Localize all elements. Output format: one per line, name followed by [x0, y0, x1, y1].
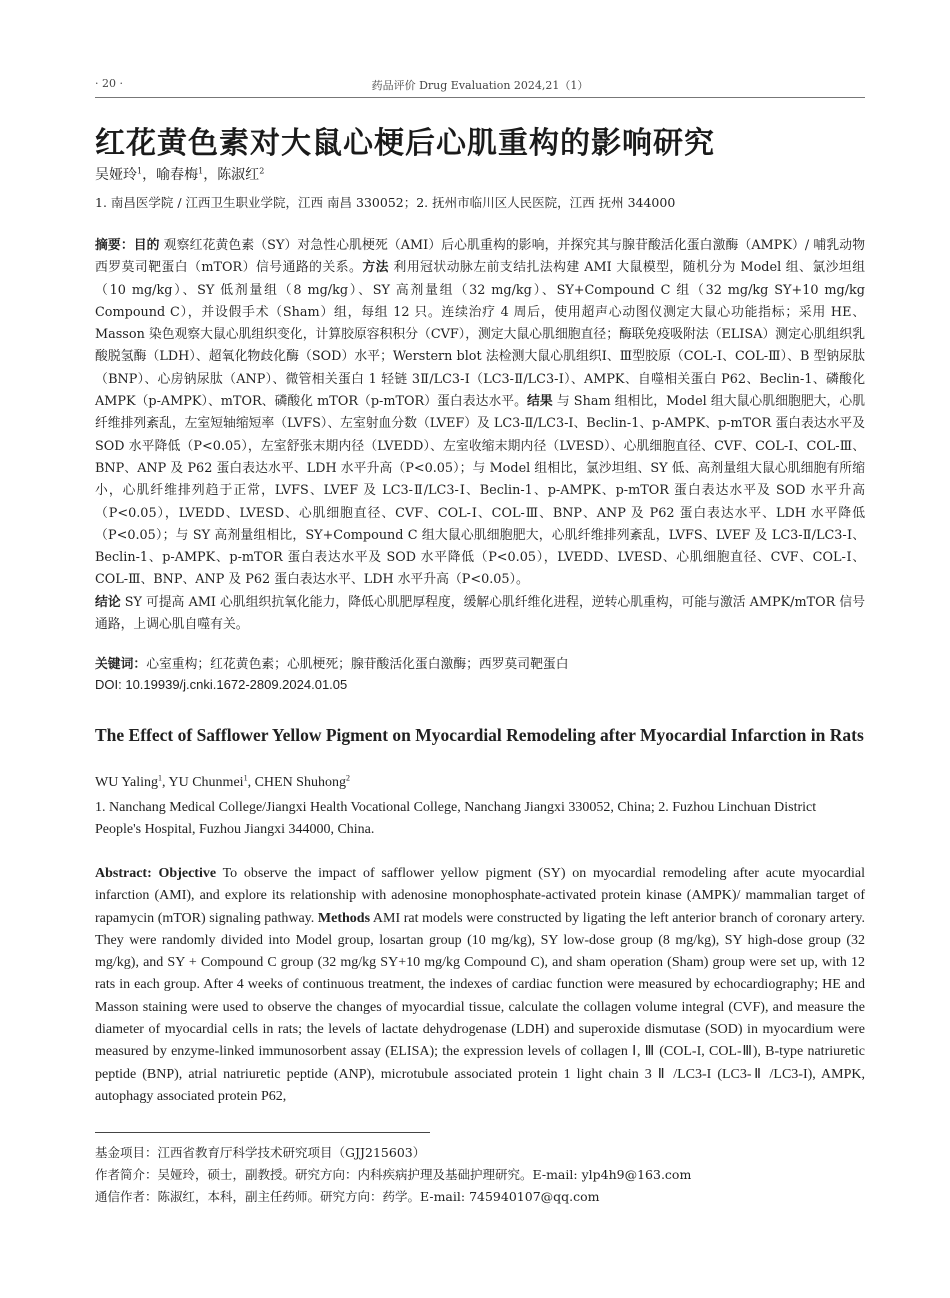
title-chinese: 红花黄色素对大鼠心梗后心肌重构的影响研究: [95, 126, 715, 161]
author-sep: ，: [203, 167, 218, 183]
author-sep: ,: [162, 775, 169, 790]
conclusion-text: SY 可提高 AMI 心肌组织抗氧化能力，降低心肌肥厚程度，缓解心肌纤维化进程，逆转心肌重构，可能与激活 AMPK/mTOR 信号通路，上调心肌自噬有关。: [95, 594, 865, 633]
author-affil-mark: 1: [158, 773, 163, 783]
affiliation-chinese: 1. 南昌医学院 / 江西卫生职业学院，江西 南昌 330052；2. 抚州市临川区人民医院，江西 抚州 344000: [95, 195, 676, 210]
title-english: The Effect of Safflower Yellow Pigment on Myocardial Remodeling after Myocardial Infarction in Rats: [95, 725, 864, 745]
footnote-fund: 基金项目：江西省教育厅科学技术研究项目（GJJ215603）: [95, 1145, 426, 1160]
footnote-corresponding: 通信作者：陈淑红，本科，副主任药师。研究方向：药学。E-mail: 745940107@qq.com: [95, 1189, 600, 1204]
author-sep: ,: [247, 775, 255, 790]
author-sep: ，: [142, 167, 157, 183]
footnote-author: 作者简介：吴娅玲，硕士，副教授。研究方向：内科疾病护理及基础护理研究。E-mail: ylp4h9@163.com: [95, 1167, 692, 1182]
author-name: 喻春梅: [156, 167, 199, 183]
keywords-text: 心室重构；红花黄色素；心肌梗死；腺苷酸活化蛋白激酶；西罗莫司靶蛋白: [146, 657, 569, 672]
objective-text: 观察红花黄色素（SY）对急性心肌梗死（AMI）后心肌重构的影响，并探究其与腺苷酸活化蛋白激酶（AMPK）/ 哺乳动物西罗莫司靶蛋白（mTOR）信号通路的关系。: [95, 238, 865, 276]
author-name: CHEN Shuhong: [254, 775, 346, 790]
author-affil-mark: 1: [243, 773, 248, 783]
results-label: 结果: [527, 394, 553, 410]
methods-text-en: AMI rat models were constructed by ligating the left anterior branch of coronary artery. They were randomly divided into Model group, losartan group (10 mg/kg), SY low-dose group (8 mg/kg), SY high-dose group (32 mg/kg), and SY + Compound C group (32 mg/kg SY+10 mg/kg Compound C), and sham operation (Sham) group were set up, with 12 rats in each group. After 4 weeks of continuous treatment, the indexes of cardiac function were measured by echocardiography; HE and Masson staining were used to observe the changes of myocardial tissue, calculate the collagen volume integral (CVF), and measure the diameter of myocardial cells in rats; the levels of lactate dehydrogenase (LDH) and superoxide dismutase (SOD) in myocardium were measured by enzyme-linked immunosorbent assay (ELISA); the expression levels of collagen Ⅰ, Ⅲ (COL-I, COL-Ⅲ), B-type natriuretic peptide (BNP), atrial natriuretic peptide (ANP), microtubule associated protein 1 light chain 3 Ⅱ /LC3-I (LC3-Ⅱ /LC3-I), AMPK, autophagy associated protein P62,: [95, 910, 865, 1104]
methods-label-en: Methods: [317, 910, 371, 926]
conclusion-label: 结论: [95, 594, 121, 610]
objective-text-en: To observe the impact of safflower yellow pigment (SY) on myocardial remodeling after acute myocardial infarction (AMI), and explore its relationship with adenosine monophosphate-activated protein kinase (AMPK)/ mammalian target of rapamycin (mTOR) signaling pathway.: [95, 866, 865, 926]
objective-label: 目的: [133, 238, 160, 253]
authors-chinese: [95, 164, 264, 184]
results-text: 与 Sham 组相比，Model 组大鼠心肌细胞肥大，心肌纤维排列紊乱，左室短轴缩短率（LVFS）、左室射血分数（LVEF）及 LC3-Ⅱ/LC3-Ⅰ、Beclin-1、p-AMPK、p-mTOR 蛋白表达水平及 SOD 水平降低（P<0.05），左室舒张末期内径（LVEDD）、左室收缩末期内径（LVESD）、心肌细胞直径、CVF、COL-Ⅰ、COL-Ⅲ、BNP、ANP 及 P62 蛋白表达水平、LDH 水平升高（P<0.05）；与 Model 组相比，氯沙坦组、SY 低、高剂量组大鼠心肌细胞有所缩小，心肌纤维排列趋于正常，LVFS、LVEF 及 LC3-Ⅱ/LC3-Ⅰ、Beclin-1、p-AMPK、p-mTOR 蛋白表达水平及 SOD 水平升高（P<0.05），LVEDD、LVESD、心肌细胞直径、CVF、COL-Ⅰ、COL-Ⅲ、BNP、ANP 及 P62 蛋白表达水平、LDH 水平降低（P<0.05）；与 SY 高剂量组相比，SY+Compound C 组大鼠心肌细胞肥大，心肌纤维排列紊乱，LVFS、LVEF 及 LC3-Ⅱ/LC3-Ⅰ、Beclin-1、p-AMPK、p-mTOR 蛋白表达水平及 SOD 水平降低（P<0.05），LVEDD、LVESD、心肌细胞直径、CVF、COL-Ⅰ、COL-Ⅲ、BNP、ANP 及 P62 蛋白表达水平、LDH 水平升高（P<0.05）。: [95, 394, 866, 588]
abstract-english: [95, 863, 865, 1108]
methods-label: 方法: [362, 260, 389, 276]
authors-english: [95, 775, 350, 791]
author-name: YU Chunmei: [168, 775, 244, 790]
abstract-objective-label: Abstract: Objective: [95, 866, 217, 881]
keywords-label: 关键词：: [95, 657, 147, 672]
author-name: WU Yaling: [95, 775, 159, 790]
affiliation-english: 1. Nanchang Medical College/Jiangxi Health Vocational College, Nanchang Jiangxi 330052, China; 2. Fuzhou Linchuan District People's Hospital, Fuzhou Jiangxi 344000, China.: [95, 800, 817, 837]
page-number: · 20 ·: [95, 77, 123, 90]
footnote-divider: [95, 1132, 430, 1133]
author-name: 吴娅玲: [95, 167, 137, 183]
keywords-chinese: [95, 654, 568, 676]
author-affil-mark: 2: [259, 166, 265, 176]
author-affil-mark: 2: [345, 773, 350, 783]
author-affil-mark: 1: [198, 166, 204, 176]
author-affil-mark: 1: [137, 166, 143, 176]
doi: DOI: 10.19939/j.cnki.1672-2809.2024.01.05: [95, 677, 348, 692]
methods-text: 利用冠状动脉左前支结扎法构建 AMI 大鼠模型，随机分为 Model 组、氯沙坦组（10 mg/kg）、SY 低剂量组（8 mg/kg）、SY 高剂量组（32 mg/kg）、SY+Compound C 组（32 mg/kg SY+10 mg/kg Compound C），并设假手术（Sham）组，每组 12 只。连续治疗 4 周后，使用超声心动图仪测定大鼠心功能指标；采用 HE、Masson 染色观察大鼠心肌组织变化，计算胶原容积积分（CVF），测定大鼠心肌细胞直径；酶联免疫吸附法（ELISA）测定心肌组织乳酸脱氢酶（LDH）、超氧化物歧化酶（SOD）水平；Werstern blot 法检测大鼠心肌组织Ⅰ、Ⅲ型胶原（COL-Ⅰ、COL-Ⅲ）、B 型钠尿肽（BNP）、心房钠尿肽（ANP）、微管相关蛋白 1 轻链 3Ⅱ/LC3-Ⅰ（LC3-Ⅱ/LC3-Ⅰ）、AMPK、自噬相关蛋白 P62、Beclin-1、磷酸化 AMPK（p-AMPK）、mTOR、磷酸化 mTOR（p-mTOR）蛋白表达水平。: [95, 260, 866, 410]
abstract-label: 摘要：: [95, 238, 134, 253]
author-name: 陈淑红: [217, 167, 260, 183]
abstract-chinese: [95, 235, 865, 636]
running-header: [95, 77, 865, 98]
journal-name: 药品评价 Drug Evaluation 2024,21（1）: [371, 79, 589, 92]
